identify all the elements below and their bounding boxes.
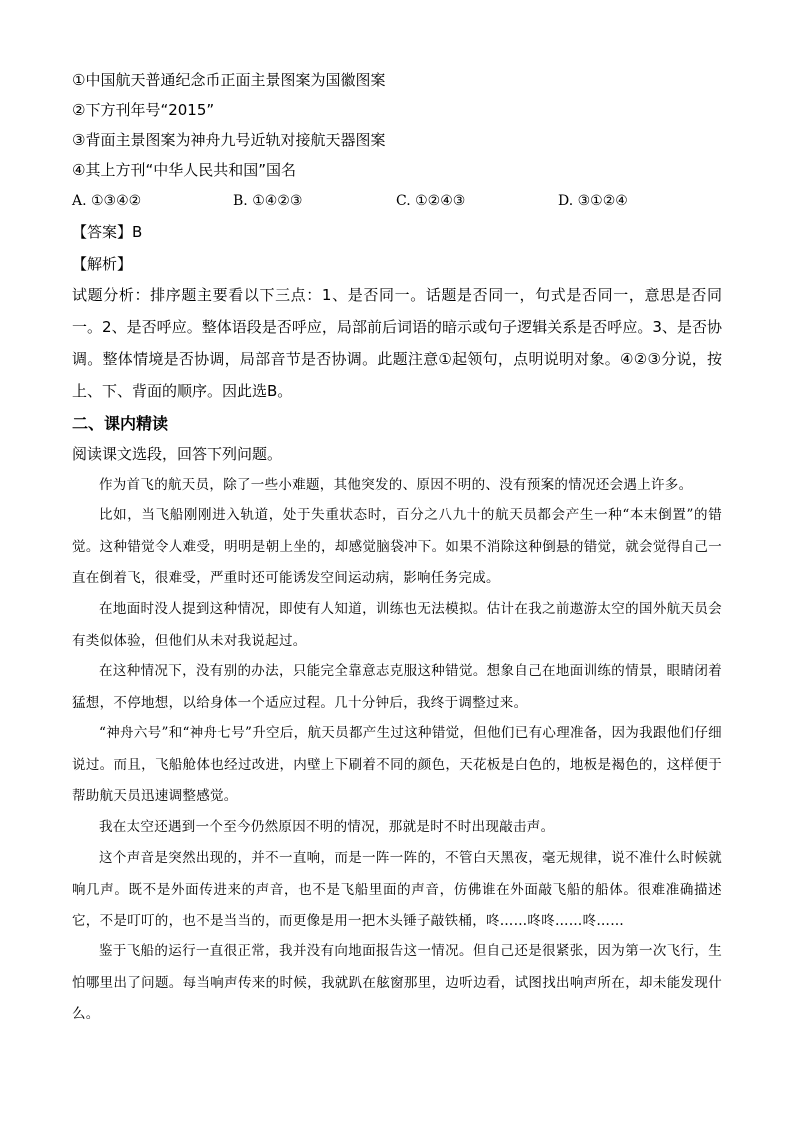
analysis-label: 【解析】: [72, 255, 133, 273]
question-item-1: ①中国航天普通纪念币正面主景图案为国徽图案: [72, 71, 386, 89]
reading-instruction: 阅读课文选段，回答下列问题。: [72, 445, 283, 463]
reading-paragraph-8: 鉴于飞船的运行一直很正常，我并没有向地面报告这一情况。但自己还是很紧张，因为第一次飞行，生怕哪里出了问题。每当响声传来的时候，我就趴在舷窗那里，边听边看，试图找出响声所在，却未能发现什么。: [72, 943, 722, 1022]
question-item-3: ③背面主景图案为神舟九号近轨对接航天器图案: [72, 131, 386, 149]
answer-label: 【答案】B: [72, 223, 143, 241]
option-a: A. ①③④②: [72, 193, 142, 209]
reading-paragraph-5: “神舟六号”和“神舟七号”升空后，航天员都产生过这种错觉，但他们已有心理准备，因为我跟他们仔细说过。而且，飞船舱体也经过改进，内壁上下刷着不同的颜色，天花板是白色的，地板是褐色的，这样便于帮助航天员迅速调整感觉。: [72, 725, 722, 804]
reading-paragraph-1: 作为首飞的航天员，除了一些小难题，其他突发的、原因不明的、没有预案的情况还会遇上许多。: [99, 477, 693, 493]
answer-options: [72, 191, 732, 211]
option-c: C. ①②④③: [396, 193, 466, 209]
reading-paragraph-7: 这个声音是突然出现的，并不一直响，而是一阵一阵的，不管白天黑夜，毫无规律，说不准什么时候就响几声。既不是外面传进来的声音，也不是飞船里面的声音，仿佛谁在外面敲飞船的船体。很难准确描述它，不是叮叮的，也不是当当的，而更像是用一把木头锤子敲铁桶，咚……咚咚……咚……: [72, 850, 722, 929]
question-item-2: ②下方刊年号“2015”: [72, 101, 215, 119]
option-d: D. ③①②④: [558, 193, 628, 209]
question-item-4: ④其上方刊“中华人民共和国”国名: [72, 161, 296, 179]
section-title: 二、课内精读: [72, 414, 169, 433]
reading-paragraph-4: 在这种情况下，没有别的办法，只能完全靠意志克服这种错觉。想象自己在地面训练的情景，眼睛闭着猛想，不停地想，以给身体一个适应过程。几十分钟后，我终于调整过来。: [72, 663, 722, 711]
reading-paragraph-3: 在地面时没人提到这种情况，即使有人知道，训练也无法模拟。估计在我之前遨游太空的国外航天员会有类似体验，但他们从未对我说起过。: [72, 601, 722, 649]
reading-paragraph-2: 比如，当飞船刚刚进入轨道，处于失重状态时，百分之八九十的航天员都会产生一种“本末倒置”的错觉。这种错觉令人难受，明明是朝上坐的，却感觉脑袋冲下。如果不消除这种倒悬的错觉，就会觉得自己一直在倒着飞，很难受，严重时还可能诱发空间运动病，影响任务完成。: [72, 507, 722, 586]
reading-paragraph-6: 我在太空还遇到一个至今仍然原因不明的情况，那就是时不时出现敲击声。: [99, 819, 555, 835]
analysis-text: 试题分析：排序题主要看以下三点：1、是否同一。话题是否同一，句式是否同一，意思是否同一。2、是否呼应。整体语段是否呼应，局部前后词语的暗示或句子逻辑关系是否呼应。3、是否协调。整体情境是否协调，局部音节是否协调。此题注意①起领句，点明说明对象。④②③分说，按上、下、背面的顺序。因此选B。: [72, 286, 722, 400]
option-b: B. ①④②③: [233, 193, 303, 209]
